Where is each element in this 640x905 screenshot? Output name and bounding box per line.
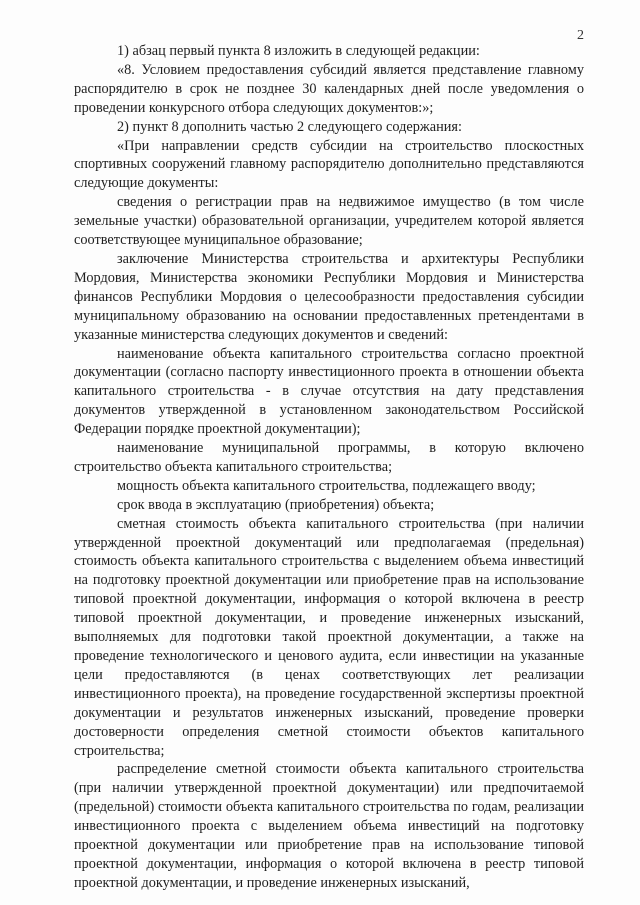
paragraph-capacity: мощность объекта капитального строительства, подлежащего вводу; bbox=[117, 477, 536, 494]
paragraph-cost-distribution: распределение сметной стоимости объекта капитального строительства (при наличии утвержденной проектной документации) или предпочитаемой (предельной) стоимости объекта капитального строительства по годам, реализации инвестиционного проекта с выделением объема инвестиций на подготовку проектной документации или приобретение прав на использование типовой проектной документации, информация о которой включена в реестр типовой проектной документации, и проведение инженерных изысканий, bbox=[74, 761, 584, 891]
paragraph-ministries-conclusion: заключение Министерства строительства и архитектуры Республики Мордовия, Министерства экономики Республики Мордовия и Министерства финансов Республики Мордовия о целесообразности предоставления субсидии муниципальному образованию на основании предоставленных претендентами в указанные министерства следующих документов и сведений: bbox=[74, 250, 584, 343]
paragraph-clause-8-text: «8. Условием предоставления субсидий является представление главному распорядителю в срок не позднее 30 календарных дней после уведомления о проведении конкурсного отбора следующих документов:»; bbox=[74, 61, 584, 116]
page-number: 2 bbox=[577, 28, 584, 43]
paragraph-property-rights: сведения о регистрации прав на недвижимое имущество (в том числе земельные участки) образовательной организации, учредителем которой является соответствующее муниципальное образование; bbox=[74, 194, 584, 249]
paragraph-object-name: наименование объекта капитального строительства согласно проектной документации (согласно паспорту инвестиционного проекта в отношении объекта капитального строительства - в случае отсутствия на дату представления документов утвержденной в установленном законодательством Российской Федерации порядке проектной документации); bbox=[74, 345, 584, 438]
paragraph-additional-documents: «При направлении средств субсидии на строительство плоскостных спортивных сооружений главному распорядителю дополнительно представляются следующие документы: bbox=[74, 137, 584, 192]
paragraph-estimated-cost: сметная стоимость объекта капитального строительства (при наличии утвержденной проектной документаций или предполагаемая (предельная) стоимость объекта капитального строительства с выделением объема инвестиций на подготовку проектной документации или приобретение прав на использование типовой проектной документации, информация о которой включена в реестр типовой проектной документации, и проведение инженерных изысканий, выполняемых для подготовки такой проектной документации, а также на проведение технологического и ценового аудита, если инвестиции на указанные цели предоставляются (в ценах соответствующих лет реализации инвестиционного проекта), на проведение государственной экспертизы проектной документации и результатов инженерных изысканий, проведение проверки достоверности определения сметной стоимости объектов капитального строительства; bbox=[74, 515, 584, 759]
paragraph-amendment-1-intro: 1) абзац первый пункта 8 изложить в следующей редакции: bbox=[117, 43, 480, 59]
paragraph-commissioning-date: срок ввода в эксплуатацию (приобретения) объекта; bbox=[117, 496, 435, 513]
document-body bbox=[74, 42, 584, 893]
paragraph-amendment-2-intro: 2) пункт 8 дополнить частью 2 следующего содержания: bbox=[117, 118, 462, 135]
paragraph-municipal-program: наименование муниципальной программы, в которую включено строительство объекта капитального строительства; bbox=[74, 440, 584, 475]
